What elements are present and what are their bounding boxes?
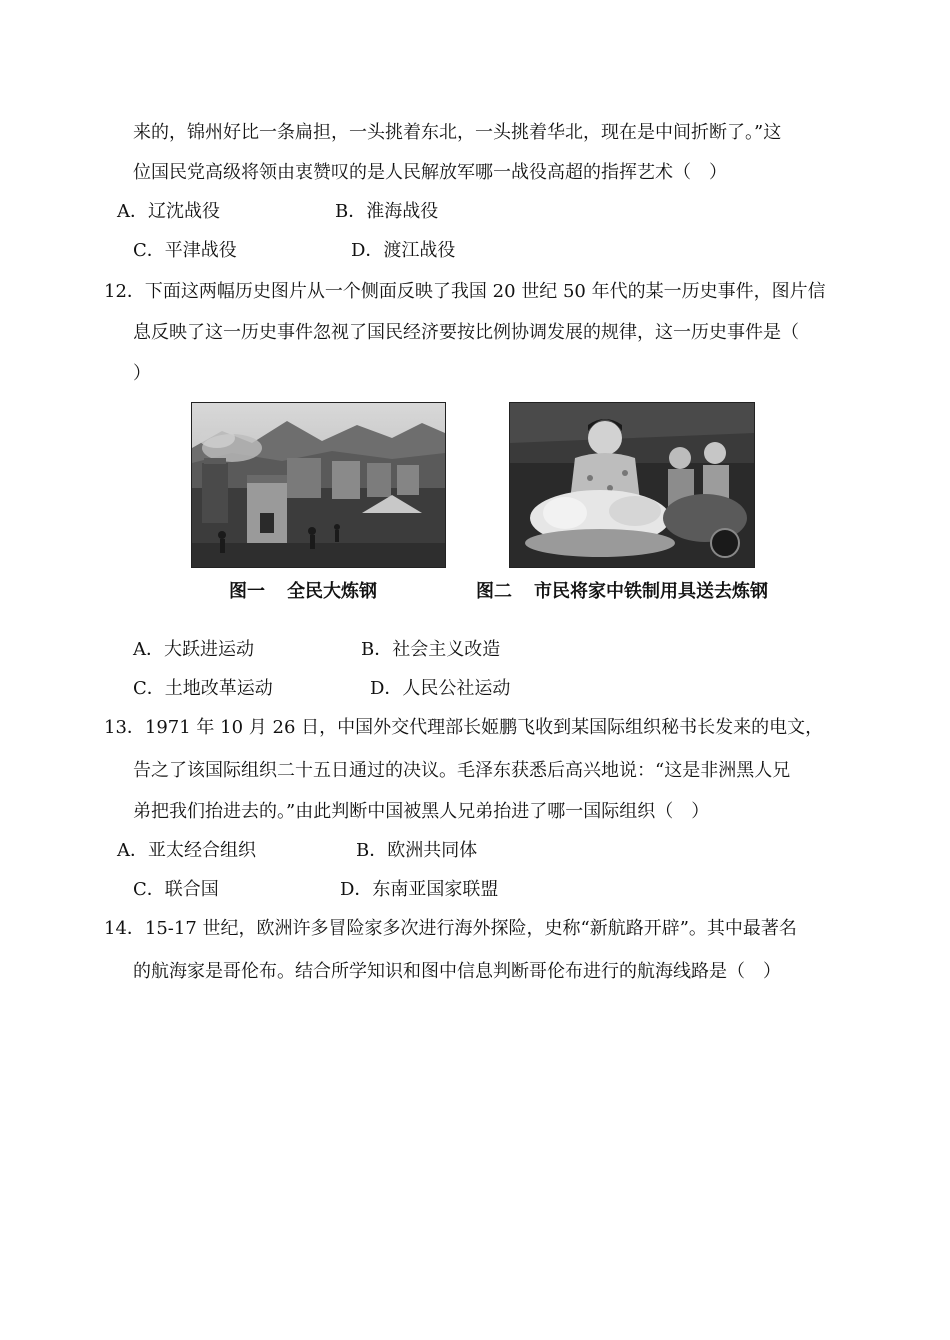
figure1-title: 全民大炼钢 <box>287 581 377 602</box>
q12-option-b[interactable]: B．社会主义改造 <box>361 639 501 660</box>
q11-option-b[interactable]: B．淮海战役 <box>335 201 439 222</box>
figure1-number: 图一 <box>229 581 265 602</box>
figure1-caption <box>229 580 377 604</box>
q13-line-2: 告之了该国际组织二十五日通过的决议。毛泽东获悉后高兴地说：“这是非洲黑人兄 <box>133 760 791 781</box>
q13-option-a[interactable]: A．亚太经合组织 <box>117 840 256 861</box>
figure1-image <box>192 403 445 567</box>
q11-option-a[interactable]: A．辽沈战役 <box>117 201 220 222</box>
q12-option-a[interactable]: A．大跃进运动 <box>133 639 254 660</box>
figure1-photo <box>191 402 446 568</box>
figure2-photo <box>509 402 755 568</box>
q12-line-3: ） <box>133 363 151 384</box>
q13-line-3: 弟把我们抬进去的。”由此判断中国被黑人兄弟抬进了哪一国际组织（ ） <box>133 801 710 822</box>
q13-line-1: 13．1971 年 10 月 26 日，中国外交代理部长姬鹏飞收到某国际组织秘书长发来的电文， <box>104 717 824 738</box>
q14-line-2: 的航海家是哥伦布。结合所学知识和图中信息判断哥伦布进行的航海线路是（ ） <box>133 961 781 982</box>
figure2-image <box>510 403 754 567</box>
q12-option-c[interactable]: C．土地改革运动 <box>133 678 273 699</box>
q12-option-d[interactable]: D．人民公社运动 <box>370 678 511 699</box>
figure2-number: 图二 <box>476 581 512 602</box>
q14-line-1: 14．15-17 世纪，欧洲许多冒险家多次进行海外探险，史称“新航路开辟”。其中最著名 <box>104 918 797 939</box>
q11-option-d[interactable]: D．渡江战役 <box>351 240 456 261</box>
q11-option-c[interactable]: C．平津战役 <box>133 240 237 261</box>
q11-line-1: 来的，锦州好比一条扁担，一头挑着东北，一头挑着华北，现在是中间折断了。”这 <box>133 122 782 143</box>
q13-option-b[interactable]: B．欧洲共同体 <box>356 840 478 861</box>
q13-option-d[interactable]: D．东南亚国家联盟 <box>340 879 499 900</box>
q12-line-1: 12．下面这两幅历史图片从一个侧面反映了我国 20 世纪 50 年代的某一历史事件，图片信 <box>104 281 826 302</box>
q13-option-c[interactable]: C．联合国 <box>133 879 219 900</box>
figure2-title: 市民将家中铁制用具送去炼钢 <box>534 581 768 602</box>
q12-line-2: 息反映了这一历史事件忽视了国民经济要按比例协调发展的规律，这一历史事件是（ <box>133 322 799 343</box>
q11-line-2: 位国民党高级将领由衷赞叹的是人民解放军哪一战役高超的指挥艺术（ ） <box>133 162 727 183</box>
figure2-caption <box>476 580 768 604</box>
